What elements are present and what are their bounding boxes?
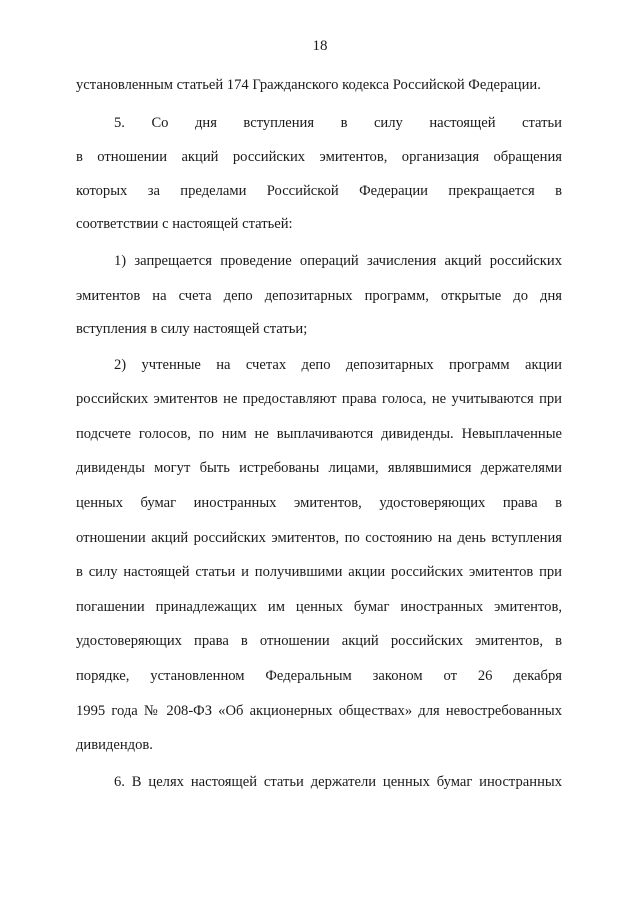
text-line: отношении акций российских эмитентов, по состоянию на день вступления [76, 530, 562, 546]
text-line: в силу настоящей статьи и получившими акции российских эмитентов при [76, 564, 562, 580]
text-line: в отношении акций российских эмитентов, организация обращения [76, 149, 562, 165]
text-line: ценных бумаг иностранных эмитентов, удостоверяющих права в [76, 495, 562, 511]
text-line: установленным статьей 174 Гражданского кодекса Российской Федерации. [76, 77, 541, 93]
text-line: российских эмитентов не предоставляют права голоса, не учитываются при [76, 391, 562, 407]
text-line: вступления в силу настоящей статьи; [76, 321, 308, 337]
text-line: соответствии с настоящей статьей: [76, 216, 293, 232]
text-line: подсчете голосов, по ним не выплачиваются дивиденды. Невыплаченные [76, 426, 562, 442]
text-line: дивиденды могут быть истребованы лицами, являвшимися держателями [76, 460, 562, 476]
page-number: 18 [312, 38, 328, 54]
text-line: эмитентов на счета депо депозитарных программ, открытые до дня [76, 288, 562, 304]
text-line: погашении принадлежащих им ценных бумаг иностранных эмитентов, [76, 599, 562, 615]
text-line: 1) запрещается проведение операций зачисления акций российских [114, 253, 562, 269]
text-line: 2) учтенные на счетах депо депозитарных программ акции [114, 357, 562, 373]
text-line: дивидендов. [76, 737, 153, 753]
text-line: удостоверяющих права в отношении акций российских эмитентов, в [76, 633, 562, 649]
text-line: которых за пределами Российской Федерации прекращается в [76, 183, 562, 199]
text-line: порядке, установленном Федеральным законом от 26 декабря [76, 668, 562, 684]
text-line: 6. В целях настоящей статьи держатели ценных бумаг иностранных [114, 774, 562, 790]
text-line: 1995 года № 208-ФЗ «Об акционерных обществах» для невостребованных [76, 703, 562, 719]
text-line: 5. Со дня вступления в силу настоящей статьи [114, 115, 562, 131]
